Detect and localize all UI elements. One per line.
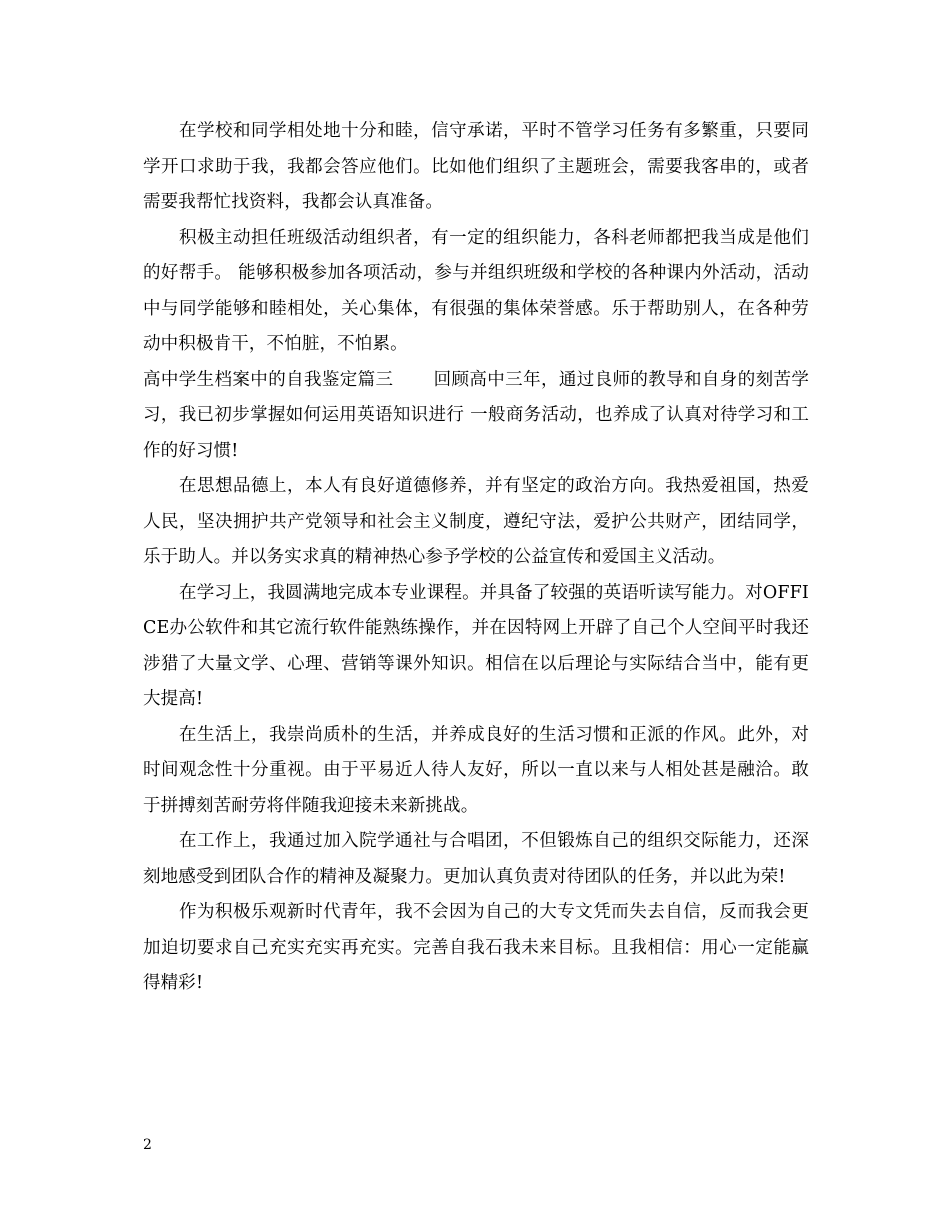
section-heading-paragraph [143, 363, 809, 470]
paragraph: 在思想品德上，本人有良好道德修养，并有坚定的政治方向。我热爱祖国，热爱人民，坚决拥护共产党领导和社会主义制度，遵纪守法，爱护公共财产，团结同学，乐于助人。并以务实求真的精神热心参予学校的公益宣传和爱国主义活动。 [143, 476, 809, 567]
section-intro: 回顾高中三年，通过良师的教导和自身的刻苦学习，我已初步掌握如何运用英语知识进行 一般商务活动，也养成了认真对待学习和工作的好习惯! [143, 369, 809, 461]
paragraph: 在工作上，我通过加入院学通社与合唱团，不但锻炼自己的组织交际能力，还深刻地感受到团队合作的精神及凝聚力。更加认真负责对待团队的任务，并以此为荣! [143, 831, 809, 887]
paragraph: 在生活上，我崇尚质朴的生活，并养成良好的生活习惯和正派的作风。此外，对时间观念性十分重视。由于平易近人待人友好，所以一直以来与人相处甚是融洽。敢于拼搏刻苦耐劳将伴随我迎接未来新挑战。 [143, 724, 809, 816]
section-heading: 高中学生档案中的自我鉴定篇三 [143, 369, 394, 390]
paragraph: 在学校和同学相处地十分和睦，信守承诺，平时不管学习任务有多繁重，只要同学开口求助于我，我都会答应他们。比如他们组织了主题班会，需要我客串的，或者需要我帮忙找资料，我都会认真准备。 [143, 121, 809, 212]
paragraph: 作为积极乐观新时代青年，我不会因为自己的大专文凭而失去自信，反而我会更加迫切要求自己充实充实再充实。完善自我石我未来目标。且我相信：用心一定能赢得精彩! [143, 902, 809, 993]
page-number: 2 [143, 1137, 152, 1153]
paragraph: 在学习上，我圆满地完成本专业课程。并具备了较强的英语听读写能力。对OFFICE办公软件和其它流行软件能熟练操作，并在因特网上开辟了自己个人空间平时我还涉猎了大量文学、心理、营销等课外知识。相信在以后理论与实际结合当中，能有更大提高! [143, 582, 809, 709]
paragraph: 积极主动担任班级活动组织者，有一定的组织能力，各科老师都把我当成是他们的好帮手。 能够积极参加各项活动，参与并组织班级和学校的各种课内外活动，活动中与同学能够和睦相处，关心集体，有很强的集体荣誉感。乐于帮助别人，在各种劳动中积极肯干，不怕脏，不怕累。 [143, 227, 809, 354]
document-body [143, 114, 809, 1002]
